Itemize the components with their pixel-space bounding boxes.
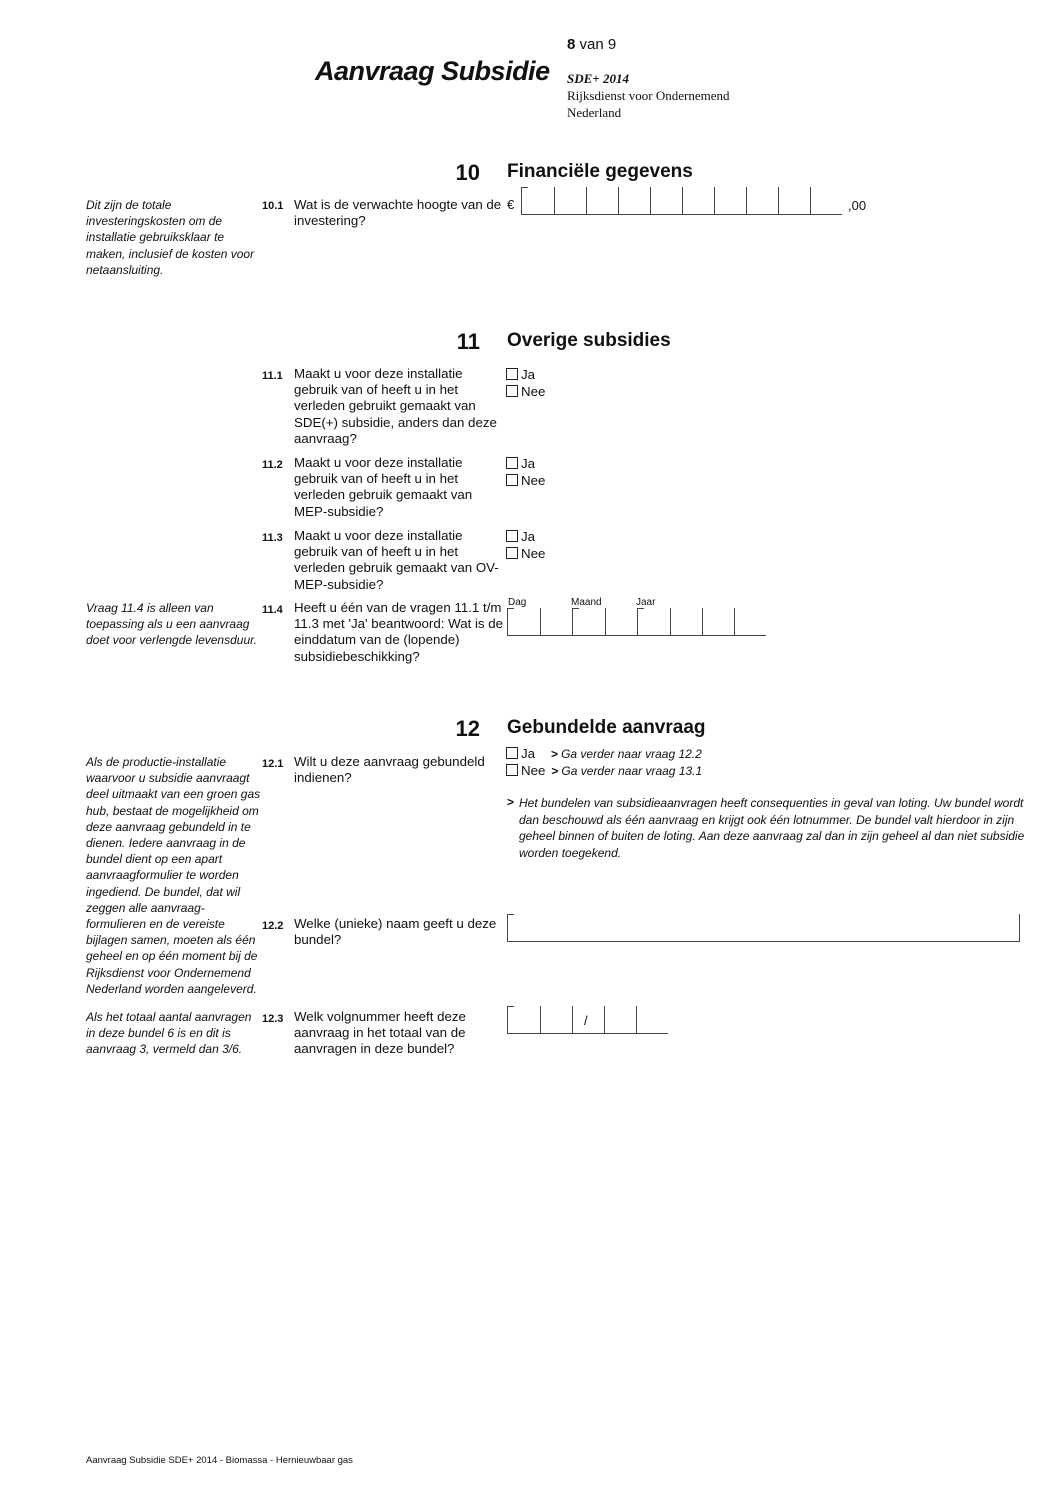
option-no-11-1[interactable]: Nee [506,384,545,401]
question-10-1-number: 10.1 [262,200,284,212]
question-11-1-number: 11.1 [262,370,283,382]
option-no-12-1[interactable]: Nee > Ga verder naar vraag 13.1 [506,763,702,780]
option-yes-12-1[interactable]: Ja > Ga verder naar vraag 12.2 [506,746,702,763]
question-11-4-note: Vraag 11.4 is alleen van toepassing als u een aanvraag doet voor verlengde levensduur. [86,601,257,648]
checkbox-icon [506,368,518,380]
checkbox-icon [506,457,518,469]
question-12-3-number: 12.3 [262,1013,284,1025]
amount-suffix: ,00 [848,198,867,213]
hint-yes: > Ga verder naar vraag 12.2 [551,747,702,761]
date-label-year: Jaar [636,597,656,608]
section-11-title: Overige subsidies [507,330,671,351]
question-12-3-text: Welk volgnummer heeft deze aanvraag in het totaal van de aanvragen in deze bundel? [294,1009,466,1057]
warning-arrow-icon: > [507,795,515,809]
section-12-note: Als de productie-installatie waarvoor u subsidie aanvraagt deel uitmaakt van een groen gas hub, bestaat de mogelijkheid om deze aanvraag gebundeld in te dienen. Iedere aanvraag in de bundel dient op een apart aanvraagformulier te worden ingediend. De bundel, dat wil zeggen alle aanvraag-formulieren en de vereiste bijlagen samen, moeten als één geheel en op één moment bij de Rijksdienst voor Ondernemend Nederland worden aangeleverd. [86,755,261,996]
option-no-11-3[interactable]: Nee [506,546,545,563]
question-12-1-number: 12.1 [262,758,284,770]
page-footer: Aanvraag Subsidie SDE+ 2014 - Biomassa - Hernieuwbaar gas [86,1455,353,1466]
section-10-note: Dit zijn de totale investeringskosten om de installatie gebruiksklaar te maken, inclusief de kosten voor netaansluiting. [86,198,255,277]
organisation-block [567,70,729,121]
currency-symbol: € [507,197,515,212]
question-12-2-number: 12.2 [262,920,284,932]
page-number: 8 van 9 [567,36,617,53]
option-no-11-2[interactable]: Nee [506,473,545,490]
question-10-1-text: Wat is de verwachte hoogte van de investering? [294,197,502,229]
question-11-3-options [506,529,545,562]
section-10-title: Financiële gegevens [507,161,693,182]
org-line-2: Nederland [567,105,622,120]
date-label-day: Dag [508,597,527,608]
section-10-number: 10 [455,160,480,185]
section-12-title: Gebundelde aanvraag [507,717,706,738]
checkbox-icon [506,385,518,397]
question-12-1-text: Wilt u deze aanvraag gebundeld indienen? [294,754,485,786]
question-11-2-text: Maakt u voor deze installatie gebruik van of heeft u in het verleden gebruik gemaakt van MEP-subsidie? [294,455,473,519]
investment-amount-field[interactable] [521,187,842,215]
sequence-slash: / [584,1013,588,1028]
arrow-right-icon: > [551,763,559,778]
checkbox-icon [506,474,518,486]
question-11-1-text: Maakt u voor deze installatie gebruik van of heeft u in het verleden gebruikt gemaakt van SDE(+) subsidie, anders dan deze aanvraag? [294,366,497,446]
option-yes-11-2[interactable]: Ja [506,456,545,473]
program-name: SDE+ 2014 [567,71,629,86]
question-12-1-options [506,746,702,779]
org-line-1: Rijksdienst voor Ondernemend [567,88,730,103]
question-11-2-options [506,456,545,489]
checkbox-icon [506,764,518,776]
question-11-2-number: 11.2 [262,459,283,471]
checkbox-icon [506,530,518,542]
question-11-1-options [506,367,545,400]
checkbox-icon [506,747,518,759]
question-11-3-number: 11.3 [262,532,283,544]
question-11-4-number: 11.4 [262,604,283,616]
question-12-2-text: Welke (unieke) naam geeft u deze bundel? [294,916,497,948]
section-12-number: 12 [455,716,480,741]
question-11-3-text: Maakt u voor deze installatie gebruik van of heeft u in het verleden gebruik gemaakt van OV-MEP-subsidie? [294,528,499,592]
document-title: Aanvraag Subsidie [315,56,550,86]
hint-no: > Ga verder naar vraag 13.1 [551,763,703,778]
bundle-warning: Het bundelen van subsidieaanvragen heeft consequenties in geval van loting. Uw bundel wordt dan beschouwd als één aanvraag en krijgt ook één lotnummer. De bundel valt hierdoor in zijn geheel binnen of buiten de loting. Aan deze aanvraag zal dan in zijn geheel al dan niet subsidie worden toegekend. [519,796,1025,860]
question-12-3-note: Als het totaal aantal aanvragen in deze bundel 6 is en dit is aanvraag 3, vermeld dan 3/6. [86,1010,252,1057]
date-label-month: Maand [571,597,602,608]
arrow-right-icon: > [551,747,559,761]
bundle-name-field[interactable] [507,914,1020,942]
question-11-4-text: Heeft u één van de vragen 11.1 t/m 11.3 met 'Ja' beantwoord: Wat is de einddatum van de (lopende) subsidiebeschikking? [294,600,504,664]
end-date-field[interactable] [507,608,766,636]
option-yes-11-1[interactable]: Ja [506,367,545,384]
checkbox-icon [506,547,518,559]
section-11-number: 11 [456,329,480,354]
option-yes-11-3[interactable]: Ja [506,529,545,546]
